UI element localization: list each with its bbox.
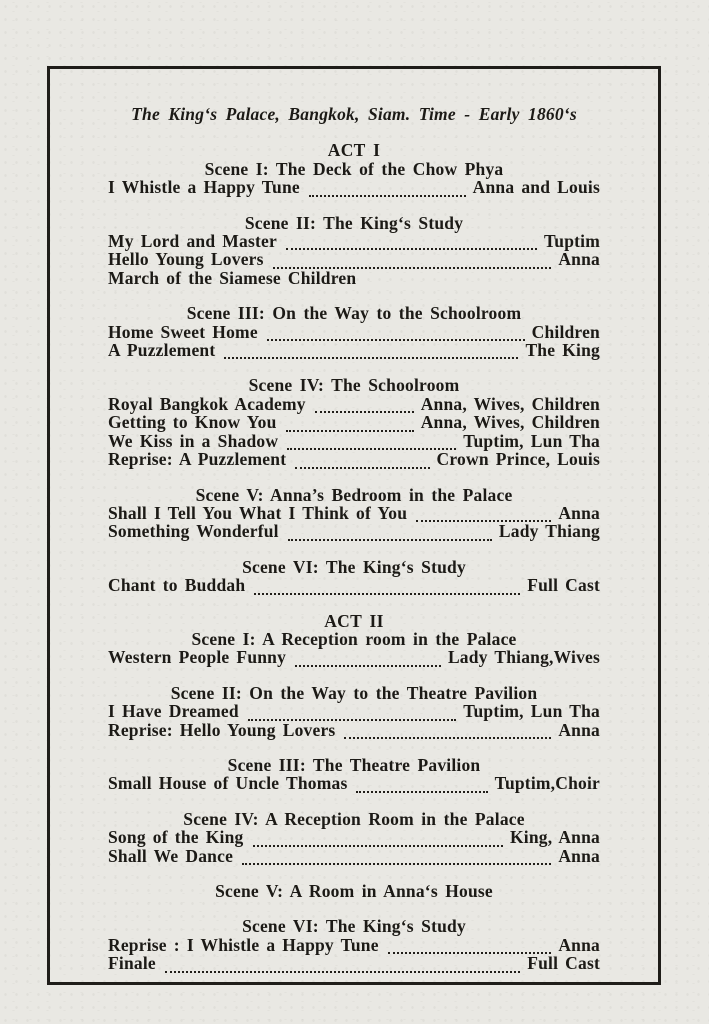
song-row bbox=[108, 721, 600, 739]
song-performer: Children bbox=[531, 321, 600, 342]
song-performer: Full Cast bbox=[527, 953, 600, 974]
scene-block bbox=[108, 304, 600, 359]
dotted-leader bbox=[242, 858, 551, 865]
dotted-leader bbox=[286, 425, 414, 432]
song-row bbox=[108, 774, 600, 792]
dotted-leader bbox=[253, 840, 503, 847]
act-section bbox=[108, 141, 600, 594]
song-performer: Anna, Wives, Children bbox=[420, 393, 600, 414]
songs-container bbox=[108, 504, 600, 541]
dotted-leader bbox=[344, 732, 551, 739]
song-row bbox=[108, 395, 600, 413]
act-section bbox=[108, 612, 600, 973]
song-performer: Tuptim, Lun Tha bbox=[463, 701, 600, 722]
scene-block bbox=[108, 558, 600, 595]
act-title: ACT I bbox=[327, 140, 381, 161]
song-performer: Tuptim, Lun Tha bbox=[463, 430, 600, 451]
song-row bbox=[108, 648, 600, 666]
scene-block bbox=[108, 630, 600, 667]
songs-container bbox=[108, 774, 600, 792]
song-row bbox=[108, 504, 600, 522]
songs-container bbox=[108, 936, 600, 973]
song-row bbox=[108, 522, 600, 540]
acts-container bbox=[108, 141, 600, 972]
song-row bbox=[108, 178, 600, 196]
dotted-leader bbox=[254, 588, 520, 595]
dotted-leader bbox=[288, 534, 492, 541]
scene-block bbox=[108, 376, 600, 468]
song-row bbox=[108, 450, 600, 468]
song-title: Reprise : I Whistle a Happy Tune bbox=[108, 934, 379, 955]
dotted-leader bbox=[165, 966, 520, 973]
songs-container bbox=[108, 576, 600, 594]
song-title: Shall I Tell You What I Think of You bbox=[108, 502, 408, 523]
song-performer: Anna, Wives, Children bbox=[420, 412, 600, 433]
scene-block bbox=[108, 917, 600, 972]
song-row bbox=[108, 250, 600, 268]
song-performer: Tuptim,Choir bbox=[494, 773, 600, 794]
song-title: Something Wonderful bbox=[108, 521, 279, 542]
scene-heading: Scene I: The Deck of the Chow Phya bbox=[204, 158, 504, 179]
song-title: Chant to Buddah bbox=[108, 575, 246, 596]
scene-heading: Scene III: On the Way to the Schoolroom bbox=[186, 303, 522, 324]
song-performer: Tuptim bbox=[544, 231, 600, 252]
songs-container bbox=[108, 178, 600, 196]
scene-block bbox=[108, 214, 600, 288]
song-title: I Have Dreamed bbox=[108, 701, 239, 722]
scene-heading: Scene VI: The King‘s Study bbox=[242, 916, 466, 937]
setting-note: The King‘s Palace, Bangkok, Siam. Time - Early 1860‘s bbox=[131, 104, 577, 124]
dotted-leader bbox=[356, 786, 487, 793]
scene-heading: Scene IV: A Reception Room in the Palace bbox=[183, 808, 525, 829]
scene-block bbox=[108, 160, 600, 197]
song-row bbox=[108, 341, 600, 359]
dotted-leader bbox=[295, 462, 429, 469]
song-row bbox=[108, 576, 600, 594]
song-performer: Anna bbox=[558, 934, 600, 955]
song-performer: Anna bbox=[558, 719, 600, 740]
dotted-leader bbox=[287, 443, 456, 450]
scene-block bbox=[108, 486, 600, 541]
song-row bbox=[108, 702, 600, 720]
song-title: Home Sweet Home bbox=[108, 321, 258, 342]
scene-block bbox=[108, 882, 600, 900]
song-title: My Lord and Master bbox=[108, 231, 277, 252]
scene-block bbox=[108, 684, 600, 739]
song-performer: Lady Thiang bbox=[498, 521, 600, 542]
song-title: March of the Siamese Children bbox=[108, 267, 357, 288]
songs-container bbox=[108, 828, 600, 865]
dotted-leader bbox=[267, 334, 525, 341]
song-title: Getting to Know You bbox=[108, 412, 277, 433]
scene-heading: Scene V: A Room in Anna‘s House bbox=[215, 881, 493, 901]
song-title: Royal Bangkok Academy bbox=[108, 393, 306, 414]
scene-heading: Scene II: On the Way to the Theatre Pavilion bbox=[170, 682, 538, 703]
scene-heading: Scene IV: The Schoolroom bbox=[248, 375, 460, 396]
song-row bbox=[108, 828, 600, 846]
song-row bbox=[108, 232, 600, 250]
song-title: Reprise: Hello Young Lovers bbox=[108, 719, 336, 740]
song-performer: Full Cast bbox=[527, 575, 600, 596]
scene-heading: Scene II: The King‘s Study bbox=[244, 212, 464, 233]
song-title: A Puzzlement bbox=[108, 340, 216, 361]
scene-heading: Scene VI: The King‘s Study bbox=[242, 556, 466, 577]
page-border-frame bbox=[47, 66, 661, 985]
song-performer: The King bbox=[525, 340, 600, 361]
scene-block bbox=[108, 756, 600, 793]
scenes-container bbox=[108, 630, 600, 973]
scene-block bbox=[108, 810, 600, 865]
songs-container bbox=[108, 395, 600, 469]
song-title: Finale bbox=[108, 953, 156, 974]
song-row bbox=[108, 936, 600, 954]
songs-container bbox=[108, 232, 600, 287]
songs-container bbox=[108, 702, 600, 739]
songs-container bbox=[108, 323, 600, 360]
song-performer: Anna bbox=[558, 845, 600, 866]
dotted-leader bbox=[286, 243, 537, 250]
song-title: Hello Young Lovers bbox=[108, 249, 264, 270]
song-title: Western People Funny bbox=[108, 647, 287, 668]
song-row bbox=[108, 323, 600, 341]
scene-heading: Scene III: The Theatre Pavilion bbox=[227, 754, 481, 775]
song-performer: Crown Prince, Louis bbox=[436, 449, 600, 470]
song-title: We Kiss in a Shadow bbox=[108, 430, 279, 451]
scenes-container bbox=[108, 160, 600, 595]
song-row bbox=[108, 269, 600, 287]
song-row bbox=[108, 432, 600, 450]
scene-heading: Scene I: A Reception room in the Palace bbox=[191, 628, 517, 649]
song-title: Small House of Uncle Thomas bbox=[108, 773, 348, 794]
song-performer: Anna bbox=[558, 502, 600, 523]
dotted-leader bbox=[315, 406, 414, 413]
scene-heading: Scene V: Anna’s Bedroom in the Palace bbox=[195, 484, 513, 505]
songs-container bbox=[108, 648, 600, 666]
song-performer: Anna and Louis bbox=[472, 177, 600, 198]
song-row bbox=[108, 413, 600, 431]
dotted-leader bbox=[224, 352, 518, 359]
song-performer: King, Anna bbox=[509, 827, 600, 848]
song-row bbox=[108, 847, 600, 865]
dotted-leader bbox=[295, 660, 441, 667]
song-title: Song of the King bbox=[108, 827, 244, 848]
song-title: Shall We Dance bbox=[108, 845, 234, 866]
song-performer: Lady Thiang,Wives bbox=[447, 647, 600, 668]
song-title: Reprise: A Puzzlement bbox=[108, 449, 287, 470]
dotted-leader bbox=[309, 190, 466, 197]
song-performer: Anna bbox=[558, 249, 600, 270]
song-title: I Whistle a Happy Tune bbox=[108, 177, 300, 198]
song-row bbox=[108, 954, 600, 972]
act-title: ACT II bbox=[324, 610, 384, 631]
